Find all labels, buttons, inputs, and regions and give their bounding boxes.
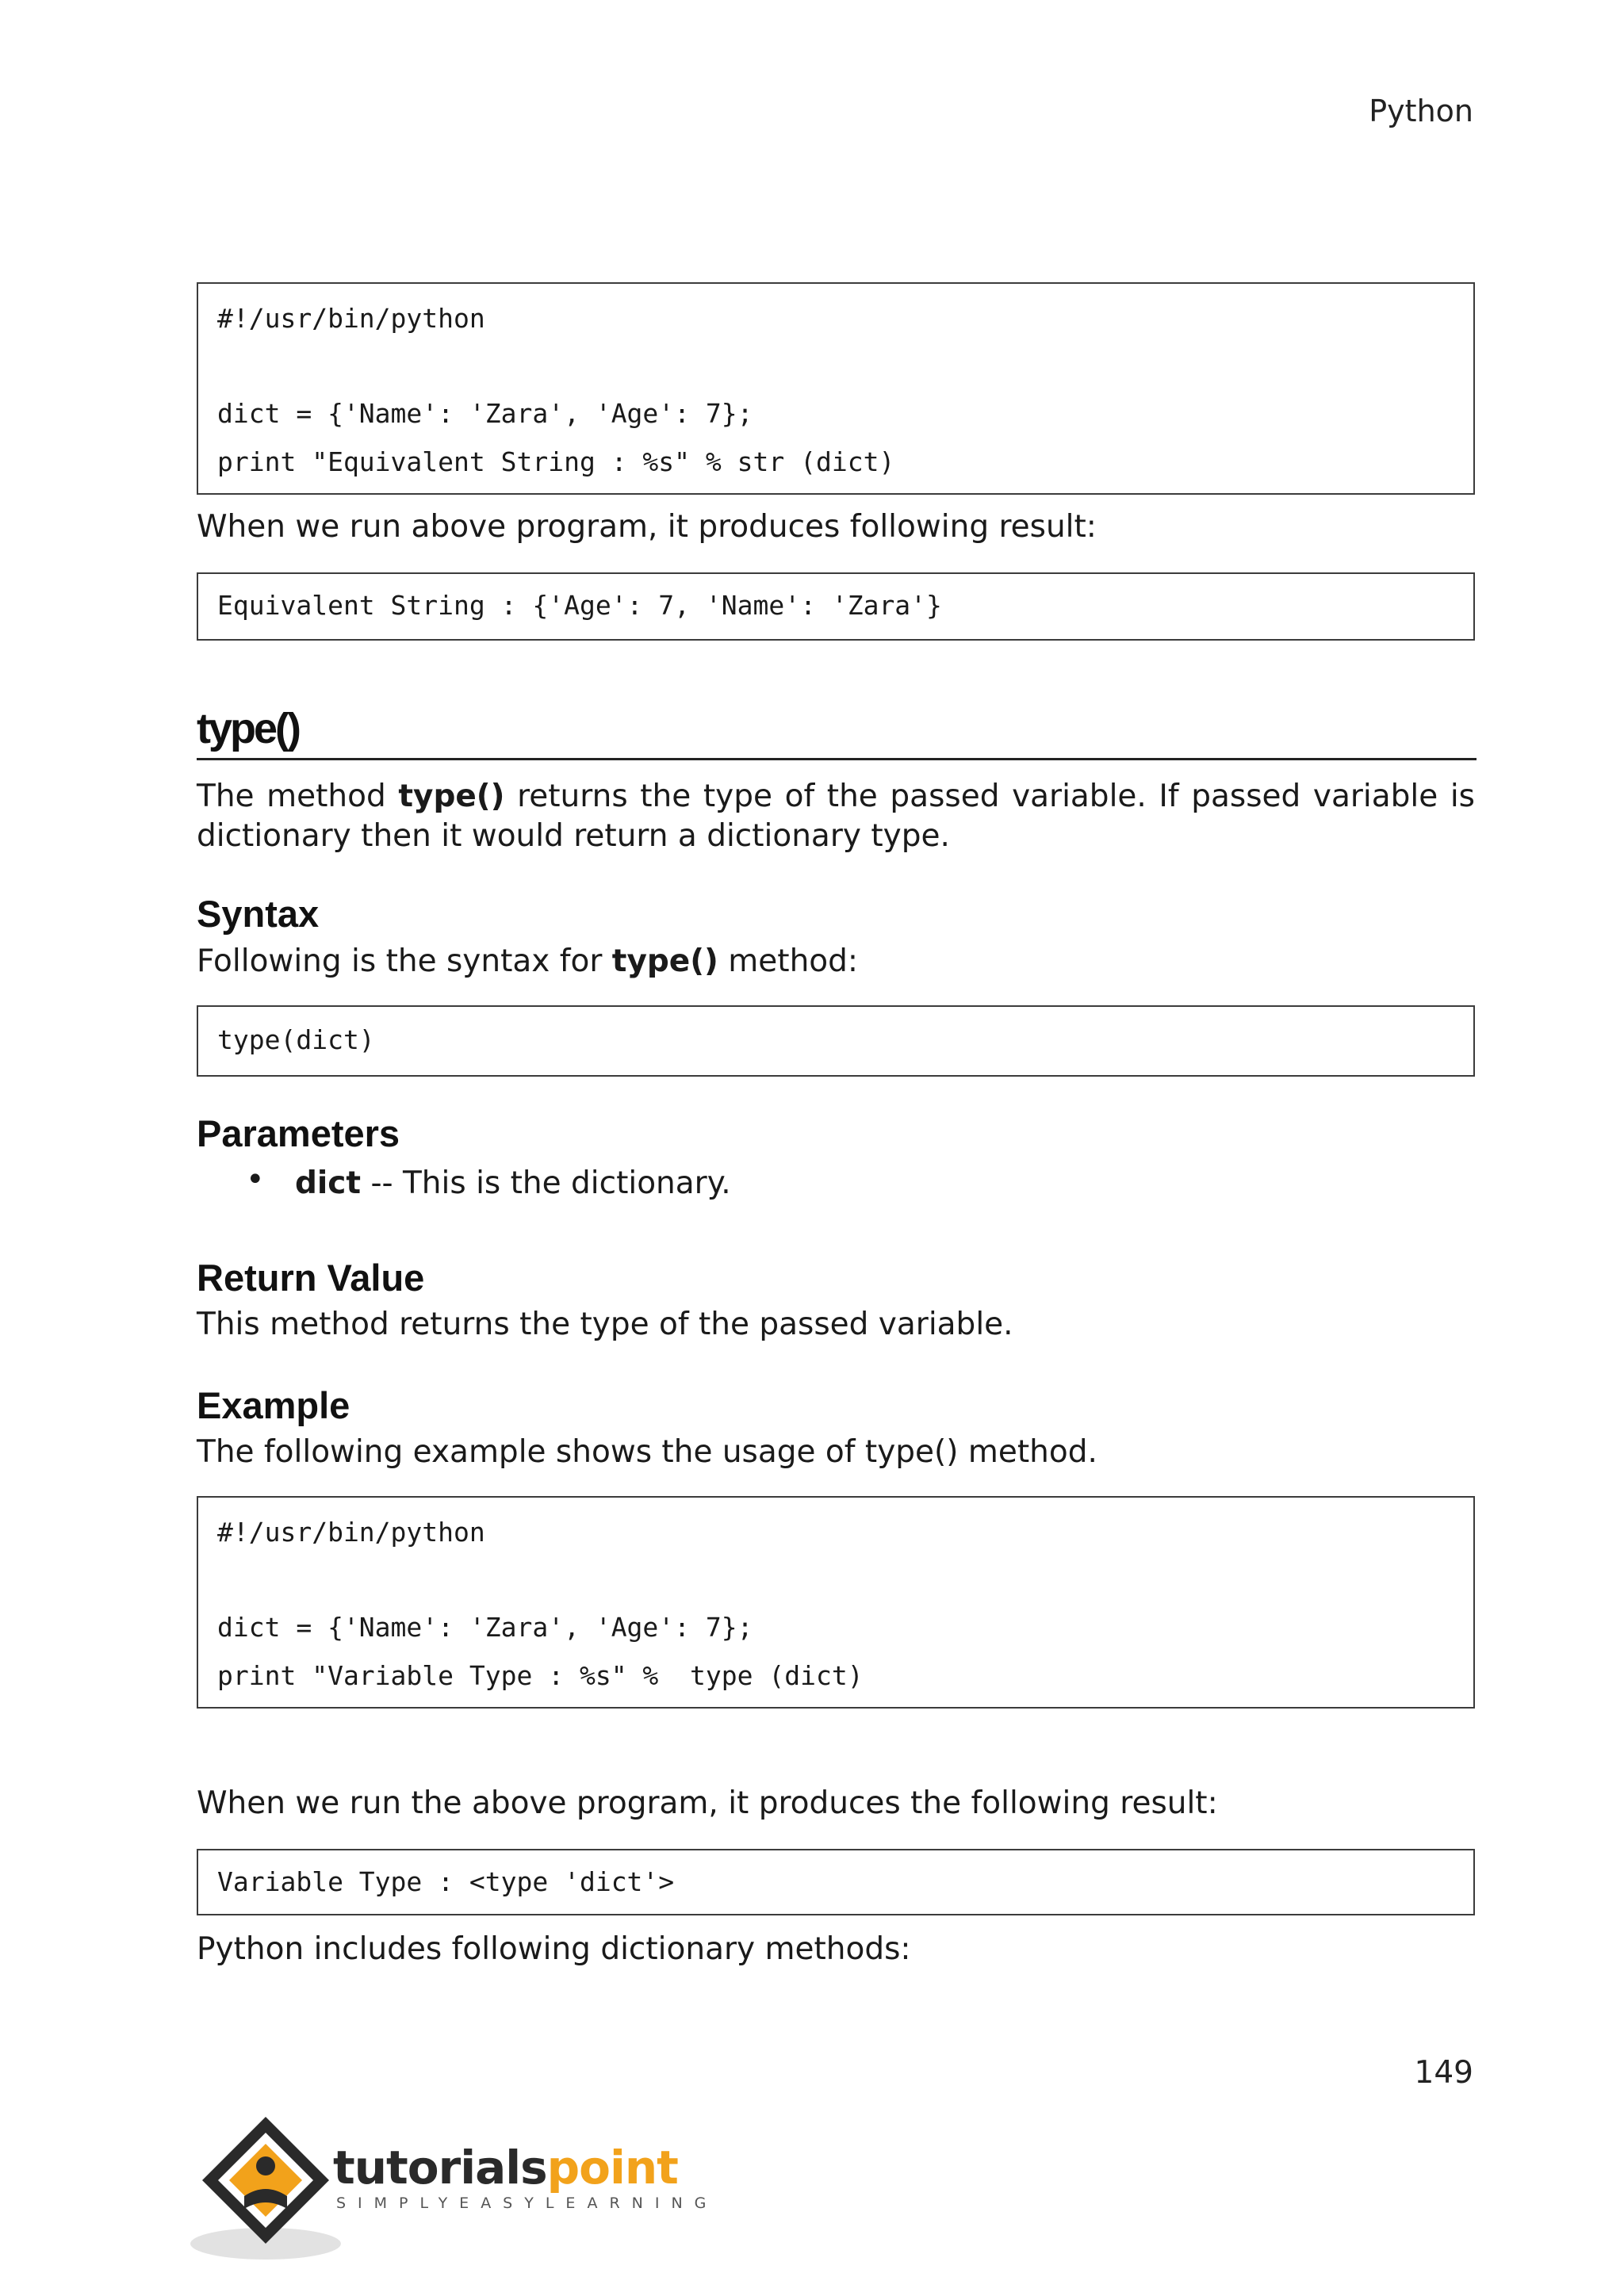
syntax-code-block xyxy=(197,1005,1475,1077)
code-line: dict = {'Name': 'Zara', 'Age': 7}; xyxy=(217,398,753,429)
bullet-icon: • xyxy=(246,1161,265,1198)
code-line: print "Variable Type : %s" % type (dict) xyxy=(217,1660,864,1691)
code-line: #!/usr/bin/python xyxy=(217,303,485,334)
return-value-heading: Return Value xyxy=(197,1257,425,1299)
result-intro-text: When we run above program, it produces following result: xyxy=(197,509,1097,545)
logo-wordmark: tutorialspoint xyxy=(333,2141,678,2195)
parameters-heading: Parameters xyxy=(197,1112,400,1154)
code-line: type(dict) xyxy=(217,1024,375,1055)
output-block-2 xyxy=(197,1849,1475,1915)
code-line: print "Equivalent String : %s" % str (dict) xyxy=(217,446,895,477)
page-number: 149 xyxy=(1414,2055,1473,2091)
page-header: Python xyxy=(1369,94,1473,128)
result-intro-text-2: When we run the above program, it produces the following result: xyxy=(197,1785,1218,1821)
parameter-item: dict -- This is the dictionary. xyxy=(295,1165,731,1201)
code-line: #!/usr/bin/python xyxy=(217,1517,485,1548)
code-block-2 xyxy=(197,1496,1475,1709)
section-intro: The method type() returns the type of the passed variable. If passed variable is dictionary then it would return a dictionary type. xyxy=(197,779,1475,854)
methods-intro-text: Python includes following dictionary methods: xyxy=(197,1931,911,1967)
section-divider xyxy=(197,758,1477,760)
output-line: Variable Type : <type 'dict'> xyxy=(217,1866,675,1897)
method-name: type() xyxy=(398,779,505,814)
code-line: dict = {'Name': 'Zara', 'Age': 7}; xyxy=(217,1612,753,1643)
section-title: type() xyxy=(197,705,299,752)
logo-tagline: SIMPLYEASYLEARNING xyxy=(336,2195,718,2212)
output-line: Equivalent String : {'Age': 7, 'Name': 'Zara'} xyxy=(217,590,942,621)
return-value-text: This method returns the type of the passed variable. xyxy=(197,1307,1013,1342)
example-text: The following example shows the usage of type() method. xyxy=(197,1434,1097,1470)
example-heading: Example xyxy=(197,1384,350,1426)
output-block-1 xyxy=(197,572,1475,641)
syntax-text: Following is the syntax for type() method: xyxy=(197,943,859,979)
syntax-heading: Syntax xyxy=(197,893,320,935)
code-block-1 xyxy=(197,282,1475,495)
